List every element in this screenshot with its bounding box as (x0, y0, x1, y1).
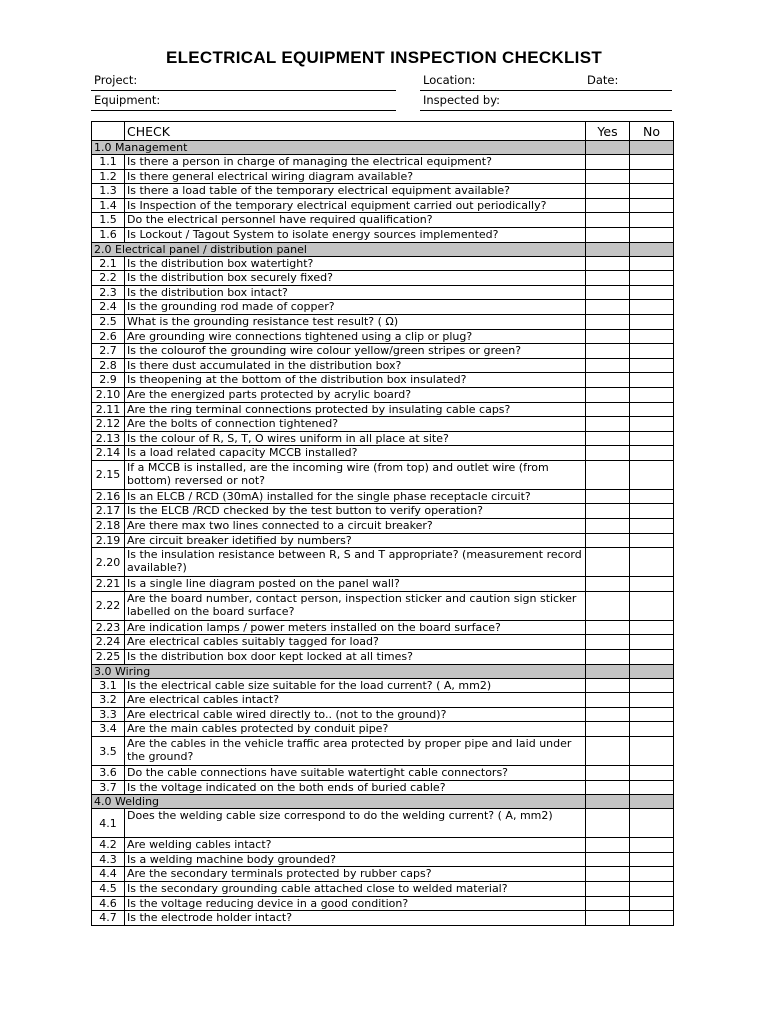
table-row (92, 169, 674, 184)
table-row (92, 184, 674, 199)
no-checkbox-cell[interactable] (630, 344, 674, 359)
table-row (92, 314, 674, 329)
yes-checkbox-cell[interactable] (586, 548, 630, 577)
item-number: 2.11 (92, 402, 125, 417)
no-checkbox-cell[interactable] (630, 358, 674, 373)
no-checkbox-cell[interactable] (630, 678, 674, 693)
section-title: 3.0 Wiring (92, 664, 586, 678)
item-question: Are electrical cables intact? (125, 693, 586, 708)
no-checkbox-cell[interactable] (630, 213, 674, 228)
yes-checkbox-cell[interactable] (586, 417, 630, 432)
item-question: Is the distribution box intact? (125, 285, 586, 300)
table-row (92, 737, 674, 766)
yes-checkbox-cell[interactable] (586, 780, 630, 795)
section-title: 2.0 Electrical panel / distribution panel (92, 242, 586, 256)
item-number: 2.17 (92, 504, 125, 519)
yes-checkbox-cell[interactable] (586, 693, 630, 708)
section-yes-cell (586, 795, 630, 809)
yes-checkbox-cell[interactable] (586, 577, 630, 592)
date-field[interactable] (584, 74, 672, 91)
item-question: What is the grounding resistance test result? ( Ω) (125, 314, 586, 329)
item-question: Is a welding machine body grounded? (125, 852, 586, 867)
item-number: 2.9 (92, 373, 125, 388)
no-checkbox-cell[interactable] (630, 548, 674, 577)
no-checkbox-cell[interactable] (630, 707, 674, 722)
item-question: Are electrical cable wired directly to.. (not to the ground)? (125, 707, 586, 722)
table-row (92, 329, 674, 344)
item-question: Is the ELCB /RCD checked by the test button to verify operation? (125, 504, 586, 519)
item-question: Are circuit breaker idetified by numbers? (125, 533, 586, 548)
item-number: 2.18 (92, 519, 125, 534)
yes-checkbox-cell[interactable] (586, 620, 630, 635)
no-checkbox-cell[interactable] (630, 329, 674, 344)
item-number: 1.4 (92, 198, 125, 213)
no-checkbox-cell[interactable] (630, 881, 674, 896)
inspected-by-field[interactable] (420, 94, 672, 111)
location-label: Location: (423, 73, 476, 87)
item-question: Is Inspection of the temporary electrical equipment carried out periodically? (125, 198, 586, 213)
yes-checkbox-cell[interactable] (586, 489, 630, 504)
no-checkbox-cell[interactable] (630, 417, 674, 432)
item-number: 2.1 (92, 256, 125, 271)
item-question: Is the voltage reducing device in a good condition? (125, 896, 586, 911)
section-no-cell (630, 242, 674, 256)
yes-checkbox-cell[interactable] (586, 373, 630, 388)
yes-checkbox-cell[interactable] (586, 896, 630, 911)
no-checkbox-cell[interactable] (630, 591, 674, 620)
table-row (92, 285, 674, 300)
item-number: 2.25 (92, 650, 125, 665)
date-label: Date: (587, 73, 619, 87)
no-checkbox-cell[interactable] (630, 896, 674, 911)
item-question: Are the main cables protected by conduit pipe? (125, 722, 586, 737)
table-row (92, 460, 674, 489)
item-question: Are the board number, contact person, inspection sticker and caution sign sticker labelled on the board surface? (125, 591, 586, 620)
item-number: 2.16 (92, 489, 125, 504)
no-checkbox-cell[interactable] (630, 285, 674, 300)
section-yes-cell (586, 141, 630, 155)
item-question: Is the distribution box watertight? (125, 256, 586, 271)
yes-checkbox-cell[interactable] (586, 198, 630, 213)
inspected-by-label: Inspected by: (423, 93, 501, 107)
yes-checkbox-cell[interactable] (586, 169, 630, 184)
no-checkbox-cell[interactable] (630, 256, 674, 271)
no-checkbox-cell[interactable] (630, 314, 674, 329)
table-row (92, 256, 674, 271)
item-question: Does the welding cable size correspond to do the welding current? ( A, mm2) (125, 809, 586, 838)
no-checkbox-cell[interactable] (630, 489, 674, 504)
table-row (92, 722, 674, 737)
no-checkbox-cell[interactable] (630, 693, 674, 708)
table-row (92, 271, 674, 286)
yes-checkbox-cell[interactable] (586, 722, 630, 737)
item-number: 4.7 (92, 911, 125, 926)
table-row (92, 911, 674, 926)
no-checkbox-cell[interactable] (630, 852, 674, 867)
no-checkbox-cell[interactable] (630, 169, 674, 184)
item-question: Is there a load table of the temporary electrical equipment available? (125, 184, 586, 199)
item-number: 2.12 (92, 417, 125, 432)
item-question: Are the secondary terminals protected by rubber caps? (125, 867, 586, 882)
yes-checkbox-cell[interactable] (586, 881, 630, 896)
item-number: 2.21 (92, 577, 125, 592)
item-number: 3.1 (92, 678, 125, 693)
inspection-checklist-table (91, 121, 674, 926)
item-number: 2.4 (92, 300, 125, 315)
item-question: Are indication lamps / power meters installed on the board surface? (125, 620, 586, 635)
yes-checkbox-cell[interactable] (586, 271, 630, 286)
item-question: If a MCCB is installed, are the incoming wire (from top) and outlet wire (from bottom) reversed or not? (125, 460, 586, 489)
item-number: 4.3 (92, 852, 125, 867)
table-row (92, 867, 674, 882)
section-yes-cell (586, 242, 630, 256)
yes-checkbox-cell[interactable] (586, 213, 630, 228)
table-row (92, 838, 674, 853)
yes-checkbox-cell[interactable] (586, 707, 630, 722)
yes-checkbox-cell[interactable] (586, 504, 630, 519)
section-title: 1.0 Management (92, 141, 586, 155)
section-row (92, 795, 674, 809)
yes-checkbox-cell[interactable] (586, 387, 630, 402)
yes-checkbox-cell[interactable] (586, 155, 630, 170)
item-question: Is Lockout / Tagout System to isolate energy sources implemented? (125, 227, 586, 242)
no-checkbox-cell[interactable] (630, 766, 674, 781)
document-title: ELECTRICAL EQUIPMENT INSPECTION CHECKLIST (165, 48, 603, 67)
table-row (92, 358, 674, 373)
table-row (92, 678, 674, 693)
item-question: Is the insulation resistance between R, S and T appropriate? (measurement record available?) (125, 548, 586, 577)
location-field[interactable] (420, 74, 584, 91)
table-row (92, 809, 674, 838)
yes-checkbox-cell[interactable] (586, 344, 630, 359)
table-row (92, 373, 674, 388)
table-row (92, 344, 674, 359)
section-row (92, 664, 674, 678)
item-number: 2.2 (92, 271, 125, 286)
no-checkbox-cell[interactable] (630, 373, 674, 388)
checklist-body (92, 122, 674, 926)
item-question: Are electrical cables suitably tagged for load? (125, 635, 586, 650)
yes-checkbox-cell[interactable] (586, 591, 630, 620)
item-question: Is the distribution box door kept locked at all times? (125, 650, 586, 665)
no-checkbox-cell[interactable] (630, 155, 674, 170)
no-checkbox-cell[interactable] (630, 867, 674, 882)
yes-checkbox-cell[interactable] (586, 256, 630, 271)
header-num-cell (92, 122, 125, 141)
table-row (92, 155, 674, 170)
no-checkbox-cell[interactable] (630, 620, 674, 635)
no-checkbox-cell[interactable] (630, 387, 674, 402)
item-number: 1.3 (92, 184, 125, 199)
item-question: Is the colour of R, S, T, O wires uniform in all place at site? (125, 431, 586, 446)
table-row (92, 198, 674, 213)
table-row (92, 896, 674, 911)
yes-checkbox-cell[interactable] (586, 519, 630, 534)
table-row (92, 591, 674, 620)
item-question: Is a load related capacity MCCB installed? (125, 446, 586, 461)
yes-checkbox-cell[interactable] (586, 533, 630, 548)
no-checkbox-cell[interactable] (630, 519, 674, 534)
no-checkbox-cell[interactable] (630, 446, 674, 461)
item-number: 4.1 (92, 809, 125, 838)
item-question: Is there a person in charge of managing the electrical equipment? (125, 155, 586, 170)
item-number: 2.20 (92, 548, 125, 577)
item-question: Is the grounding rod made of copper? (125, 300, 586, 315)
yes-checkbox-cell[interactable] (586, 227, 630, 242)
item-question: Is theopening at the bottom of the distribution box insulated? (125, 373, 586, 388)
table-row (92, 707, 674, 722)
item-number: 1.1 (92, 155, 125, 170)
yes-checkbox-cell[interactable] (586, 402, 630, 417)
table-row (92, 489, 674, 504)
item-question: Are there max two lines connected to a circuit breaker? (125, 519, 586, 534)
item-question: Are the energized parts protected by acrylic board? (125, 387, 586, 402)
table-row (92, 635, 674, 650)
yes-checkbox-cell[interactable] (586, 300, 630, 315)
no-checkbox-cell[interactable] (630, 911, 674, 926)
yes-checkbox-cell[interactable] (586, 446, 630, 461)
item-number: 3.5 (92, 737, 125, 766)
item-question: Is the voltage indicated on the both ends of buried cable? (125, 780, 586, 795)
section-no-cell (630, 795, 674, 809)
no-checkbox-cell[interactable] (630, 198, 674, 213)
item-question: Are the ring terminal connections protected by insulating cable caps? (125, 402, 586, 417)
table-row (92, 417, 674, 432)
section-row (92, 242, 674, 256)
item-number: 3.2 (92, 693, 125, 708)
yes-checkbox-cell[interactable] (586, 852, 630, 867)
no-checkbox-cell[interactable] (630, 650, 674, 665)
item-number: 1.5 (92, 213, 125, 228)
header-check: CHECK (125, 122, 586, 141)
no-checkbox-cell[interactable] (630, 737, 674, 766)
item-question: Is the distribution box securely fixed? (125, 271, 586, 286)
table-row (92, 766, 674, 781)
yes-checkbox-cell[interactable] (586, 838, 630, 853)
table-row (92, 431, 674, 446)
section-no-cell (630, 141, 674, 155)
no-checkbox-cell[interactable] (630, 271, 674, 286)
item-question: Do the electrical personnel have required qualification? (125, 213, 586, 228)
item-number: 2.24 (92, 635, 125, 650)
table-row (92, 548, 674, 577)
item-number: 3.7 (92, 780, 125, 795)
table-row (92, 852, 674, 867)
no-checkbox-cell[interactable] (630, 809, 674, 838)
section-yes-cell (586, 664, 630, 678)
table-row (92, 227, 674, 242)
item-number: 2.19 (92, 533, 125, 548)
project-label: Project: (94, 73, 138, 87)
project-field[interactable] (91, 74, 396, 91)
no-checkbox-cell[interactable] (630, 184, 674, 199)
table-row (92, 650, 674, 665)
item-question: Is there general electrical wiring diagram available? (125, 169, 586, 184)
yes-checkbox-cell[interactable] (586, 809, 630, 838)
item-number: 2.6 (92, 329, 125, 344)
item-number: 2.8 (92, 358, 125, 373)
item-question: Is a single line diagram posted on the panel wall? (125, 577, 586, 592)
table-row (92, 620, 674, 635)
item-number: 2.23 (92, 620, 125, 635)
no-checkbox-cell[interactable] (630, 722, 674, 737)
item-number: 2.22 (92, 591, 125, 620)
table-row (92, 881, 674, 896)
table-row (92, 504, 674, 519)
section-no-cell (630, 664, 674, 678)
yes-checkbox-cell[interactable] (586, 678, 630, 693)
section-title: 4.0 Welding (92, 795, 586, 809)
equipment-label: Equipment: (94, 93, 161, 107)
item-number: 2.3 (92, 285, 125, 300)
table-row (92, 533, 674, 548)
yes-checkbox-cell[interactable] (586, 431, 630, 446)
table-row (92, 519, 674, 534)
table-row (92, 300, 674, 315)
no-checkbox-cell[interactable] (630, 635, 674, 650)
no-checkbox-cell[interactable] (630, 533, 674, 548)
table-row (92, 577, 674, 592)
table-row (92, 446, 674, 461)
yes-checkbox-cell[interactable] (586, 460, 630, 489)
no-checkbox-cell[interactable] (630, 431, 674, 446)
no-checkbox-cell[interactable] (630, 780, 674, 795)
section-row (92, 141, 674, 155)
yes-checkbox-cell[interactable] (586, 650, 630, 665)
item-number: 1.2 (92, 169, 125, 184)
item-number: 1.6 (92, 227, 125, 242)
table-row (92, 693, 674, 708)
item-question: Is there dust accumulated in the distribution box? (125, 358, 586, 373)
item-question: Are grounding wire connections tightened using a clip or plug? (125, 329, 586, 344)
item-number: 4.5 (92, 881, 125, 896)
header-no: No (630, 122, 674, 141)
yes-checkbox-cell[interactable] (586, 911, 630, 926)
item-question: Is the secondary grounding cable attached close to welded material? (125, 881, 586, 896)
item-number: 2.10 (92, 387, 125, 402)
no-checkbox-cell[interactable] (630, 577, 674, 592)
item-question: Is the colourof the grounding wire colour yellow/green stripes or green? (125, 344, 586, 359)
item-number: 2.7 (92, 344, 125, 359)
yes-checkbox-cell[interactable] (586, 329, 630, 344)
table-row (92, 780, 674, 795)
no-checkbox-cell[interactable] (630, 838, 674, 853)
no-checkbox-cell[interactable] (630, 402, 674, 417)
yes-checkbox-cell[interactable] (586, 314, 630, 329)
no-checkbox-cell[interactable] (630, 300, 674, 315)
item-number: 3.6 (92, 766, 125, 781)
no-checkbox-cell[interactable] (630, 460, 674, 489)
item-number: 2.5 (92, 314, 125, 329)
yes-checkbox-cell[interactable] (586, 184, 630, 199)
item-number: 2.14 (92, 446, 125, 461)
no-checkbox-cell[interactable] (630, 504, 674, 519)
item-question: Is the electrode holder intact? (125, 911, 586, 926)
yes-checkbox-cell[interactable] (586, 635, 630, 650)
table-row (92, 387, 674, 402)
item-number: 2.15 (92, 460, 125, 489)
yes-checkbox-cell[interactable] (586, 358, 630, 373)
yes-checkbox-cell[interactable] (586, 737, 630, 766)
item-number: 4.2 (92, 838, 125, 853)
item-number: 4.6 (92, 896, 125, 911)
yes-checkbox-cell[interactable] (586, 867, 630, 882)
item-number: 3.3 (92, 707, 125, 722)
item-question: Are welding cables intact? (125, 838, 586, 853)
yes-checkbox-cell[interactable] (586, 766, 630, 781)
item-number: 4.4 (92, 867, 125, 882)
yes-checkbox-cell[interactable] (586, 285, 630, 300)
item-question: Do the cable connections have suitable watertight cable connectors? (125, 766, 586, 781)
item-number: 3.4 (92, 722, 125, 737)
table-header-row (92, 122, 674, 141)
item-number: 2.13 (92, 431, 125, 446)
table-row (92, 402, 674, 417)
item-question: Are the cables in the vehicle traffic area protected by proper pipe and laid under the ground? (125, 737, 586, 766)
no-checkbox-cell[interactable] (630, 227, 674, 242)
equipment-field[interactable] (91, 94, 396, 111)
header-yes: Yes (586, 122, 630, 141)
item-question: Is the electrical cable size suitable for the load current? ( A, mm2) (125, 678, 586, 693)
item-question: Is an ELCB / RCD (30mA) installed for the single phase receptacle circuit? (125, 489, 586, 504)
item-question: Are the bolts of connection tightened? (125, 417, 586, 432)
table-row (92, 213, 674, 228)
